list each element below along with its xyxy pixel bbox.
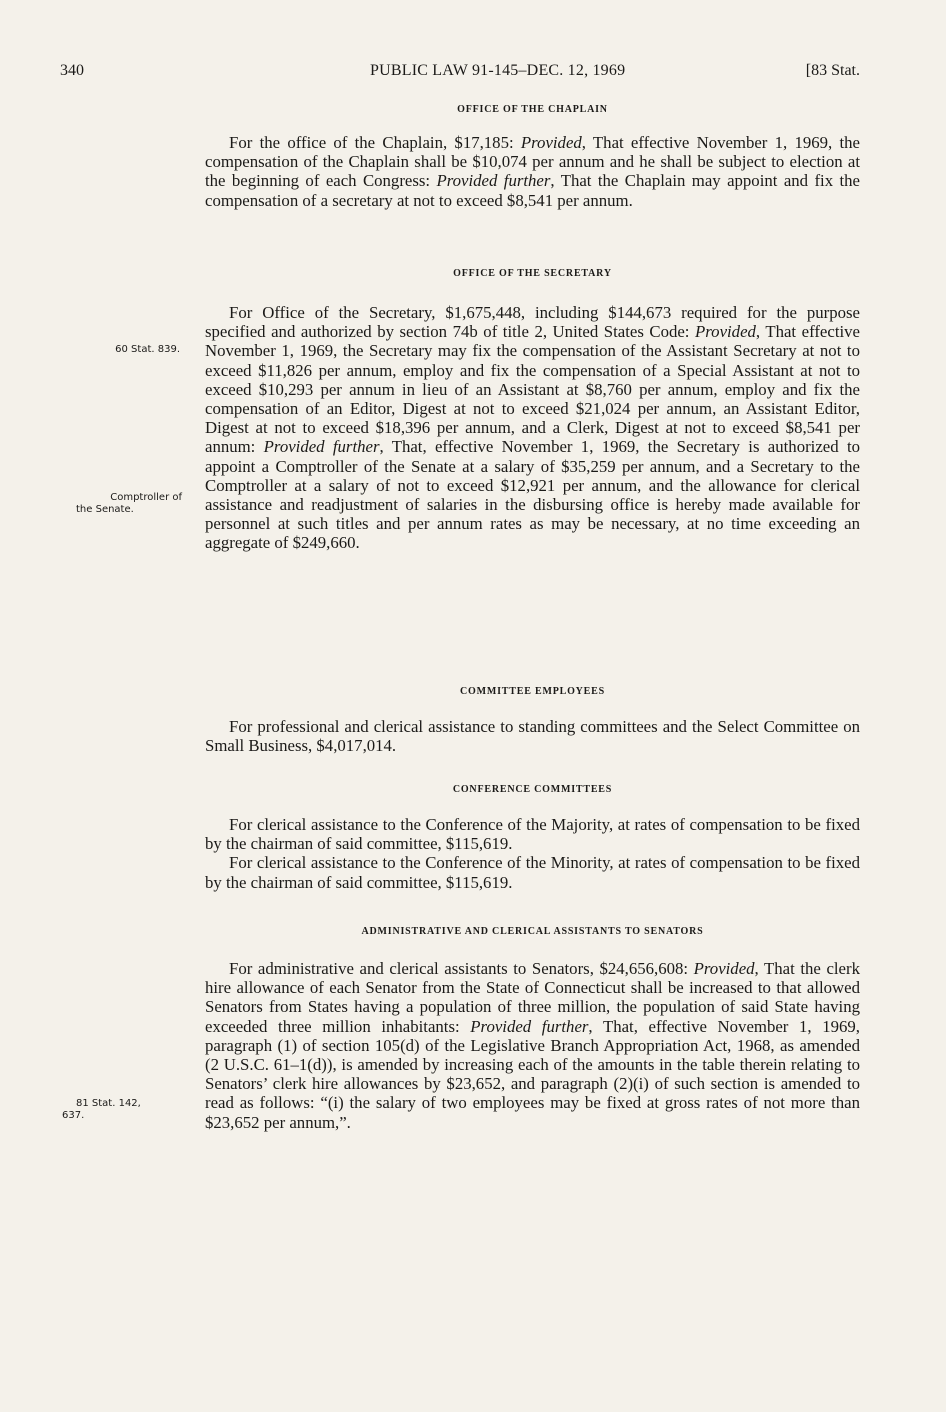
section-paragraph: For professional and clerical assistance to standing committees and the Select Committee on Small Business, $4,017,014. <box>205 717 860 756</box>
section-paragraph: For clerical assistance to the Conference of the Majority, at rates of compensation to be fixed by the chairman of said committee, $115,619. <box>205 815 860 854</box>
section-senator-assistants <box>205 926 860 1132</box>
margin-note: 60 Stat. 839. <box>115 344 180 355</box>
section-heading: COMMITTEE EMPLOYEES <box>460 686 605 697</box>
section-heading: CONFERENCE COMMITTEES <box>452 784 613 795</box>
stat-reference: [83 Stat. <box>805 62 860 79</box>
page-number: 340 <box>60 62 84 79</box>
section-heading: OFFICE OF THE CHAPLAIN <box>457 104 608 115</box>
section-chaplain <box>205 104 860 210</box>
running-title: PUBLIC LAW 91-145–DEC. 12, 1969 <box>370 62 626 79</box>
section-conference-committees <box>205 784 860 892</box>
margin-note: Comptroller of the Senate. <box>76 492 182 515</box>
section-committee-employees <box>205 686 860 755</box>
section-secretary <box>205 268 860 553</box>
section-paragraph: For Office of the Secretary, $1,675,448, including $144,673 required for the purpose specified and authorized by section 74b of title 2, United States Code: Provided, That effective November 1, 1969, the Secretary may fix the compensation of the Assistant Secretary at not to exceed $11,826 per annum, employ and fix the compensation of a Special Assistant at not to exceed $10,293 per annum in lieu of an Assistant at $8,760 per annum, employ and fix the compensation of an Editor, Digest at not to exceed $21,024 per annum, an Assistant Editor, Digest at not to exceed $18,396 per annum, and a Clerk, Digest at not to exceed $8,541 per annum: Provided further, That, effective November 1, 1969, the Secretary is authorized to appoint a Comptroller of the Senate at a salary of $35,259 per annum, and a Secretary to the Comptroller at a salary of not to exceed $12,921 per annum, and the allowance for clerical assistance and readjustment of salaries in the disbursing office is hereby made available for personnel at such titles and per annum rates as may be necessary, at no time exceeding an aggregate of $249,660. <box>205 303 860 553</box>
section-paragraph: For administrative and clerical assistants to Senators, $24,656,608: Provided, That the clerk hire allowance of each Senator from the State of Connecticut shall be increased to that allowed Senators from States having a population of three million, the population of said State having exceeded three million inhabitants: Provided further, That, effective November 1, 1969, paragraph (1) of section 105(d) of the Legislative Branch Appropriation Act, 1968, as amended (2 U.S.C. 61–1(d)), is amended by increasing each of the amounts in the table therein relating to Senators’ clerk hire allowances by $23,652, and paragraph (2)(i) of such section is amended to read as follows: “(i) the salary of two employees may be fixed at gross rates of not more than $23,652 per annum,”. <box>205 959 860 1132</box>
section-paragraph: For clerical assistance to the Conference of the Minority, at rates of compensation to be fixed by the chairman of said committee, $115,619. <box>205 853 860 892</box>
section-heading: OFFICE OF THE SECRETARY <box>453 268 612 279</box>
section-heading: ADMINISTRATIVE AND CLERICAL ASSISTANTS TO SENATORS <box>361 926 704 937</box>
margin-note: 81 Stat. 142, 637. <box>62 1098 141 1121</box>
page-header <box>60 62 860 86</box>
section-paragraph: For the office of the Chaplain, $17,185: Provided, That effective November 1, 1969, the compensation of the Chaplain shall be $10,074 per annum and he shall be subject to election at the beginning of each Congress: Provided further, That the Chaplain may appoint and fix the compensation of a secretary at not to exceed $8,541 per annum. <box>205 133 861 210</box>
